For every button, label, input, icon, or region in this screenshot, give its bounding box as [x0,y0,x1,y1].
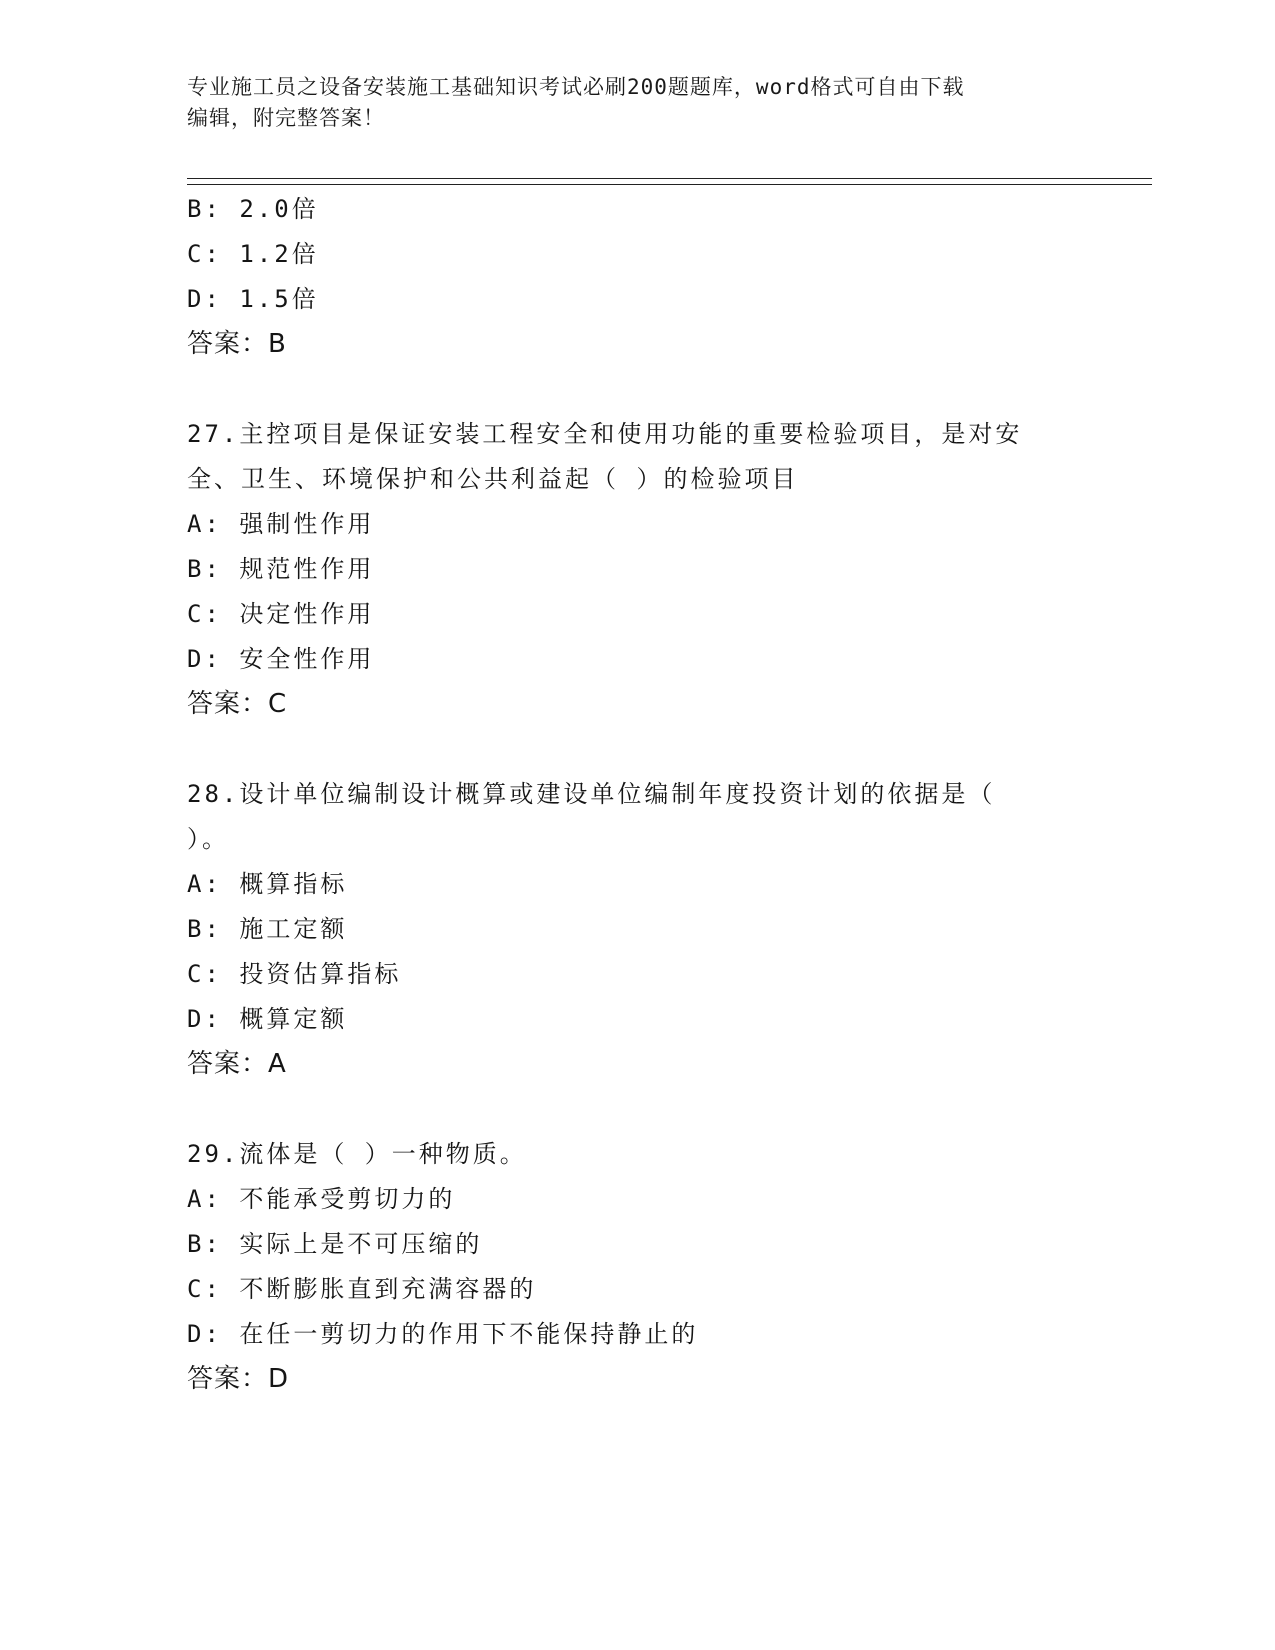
q28-stem-line-2: ）。 [187,825,229,853]
q27-option-a: A: 强制性作用 [187,510,375,538]
q28-option-b: B: 施工定额 [187,915,348,943]
q27-option-b: B: 规范性作用 [187,555,375,583]
header-title-line-1: 专业施工员之设备安装施工基础知识考试必刷200题题库，word格式可自由下载 [187,75,965,99]
q26-option-b: B: 2.0倍 [187,195,319,223]
header-title-line-2: 编辑，附完整答案！ [187,106,385,130]
q27-stem-line-1: 27.主控项目是保证安装工程安全和使用功能的重要检验项目，是对安 [187,420,1023,448]
q27-option-c: C: 决定性作用 [187,600,375,628]
q28-option-d: D: 概算定额 [187,1005,348,1033]
document-header [187,72,1067,134]
q28-stem-line-1: 28.设计单位编制设计概算或建设单位编制年度投资计划的依据是（ [187,780,996,808]
q29-answer: 答案：D [187,1364,290,1394]
q28-option-c: C: 投资估算指标 [187,960,402,988]
q29-option-a: A: 不能承受剪切力的 [187,1185,456,1213]
q29-stem-line-1: 29.流体是（ ）一种物质。 [187,1140,527,1168]
q29-option-b: B: 实际上是不可压缩的 [187,1230,483,1258]
q27-answer: 答案：C [187,689,288,719]
header-divider-top [187,178,1152,179]
q26-option-c: C: 1.2倍 [187,240,319,268]
q28-option-a: A: 概算指标 [187,870,348,898]
q26-answer: 答案：B [187,329,287,359]
q27-stem-line-2: 全、卫生、环境保护和公共利益起（ ）的检验项目 [187,465,799,493]
header-divider-bottom [187,184,1152,185]
q28-answer: 答案：A [187,1049,287,1079]
q26-option-d: D: 1.5倍 [187,285,319,313]
q29-option-d: D: 在任一剪切力的作用下不能保持静止的 [187,1320,699,1348]
q27-option-d: D: 安全性作用 [187,645,375,673]
q29-option-c: C: 不断膨胀直到充满容器的 [187,1275,537,1303]
